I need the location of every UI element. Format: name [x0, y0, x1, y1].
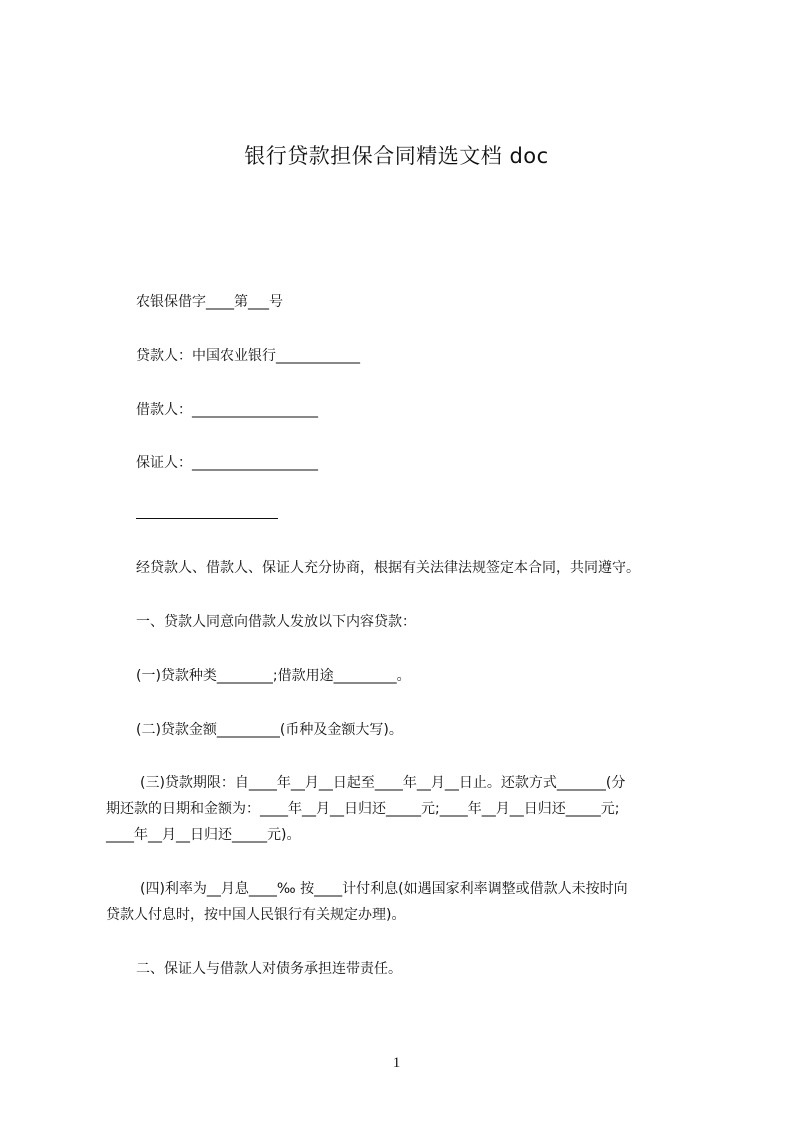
borrower-line: 借款人：__________________ [136, 402, 318, 418]
clause-1-item-2: (二)贷款金额_________(币种及金额大写)。 [136, 722, 403, 738]
clause-1-item-4-line-2: 贷款人付息时，按中国人民银行有关规定办理)。 [106, 907, 406, 923]
clause-1-item-4-line-1: (四)利率为__月息____‰ 按____计付利息(如遇国家利率调整或借款人未按时向 [140, 881, 628, 897]
guarantor-line: 保证人：__________________ [136, 455, 318, 471]
clause-1-item-3-line-2: 期还款的日期和金额为：____年__月__日归还_____元;____年__月__日归还_____元; [106, 801, 620, 817]
clause-1-heading: 一、贷款人同意向借款人发放以下内容贷款： [136, 614, 416, 630]
blank-signature-rule [136, 518, 278, 519]
clause-1-item-3-line-1: (三)贷款期限：自____年__月__日起至____年__月__日止。还款方式_______(分 [140, 775, 626, 791]
clause-1-item-1: (一)贷款种类________;借款用途_________。 [136, 668, 411, 684]
intro-paragraph: 经贷款人、借款人、保证人充分协商，根据有关法律法规签定本合同，共同遵守。 [136, 560, 640, 576]
page-number: 1 [392, 1055, 401, 1071]
clause-2-heading: 二、保证人与借款人对债务承担连带责任。 [136, 961, 402, 977]
document-title: 银行贷款担保合同精选文档 doc [244, 144, 549, 168]
reference-number: 农银保借字____第___号 [136, 294, 283, 310]
lender-line: 贷款人：中国农业银行____________ [136, 348, 360, 364]
clause-1-item-3-line-3: ____年__月__日归还_____元)。 [106, 827, 301, 843]
